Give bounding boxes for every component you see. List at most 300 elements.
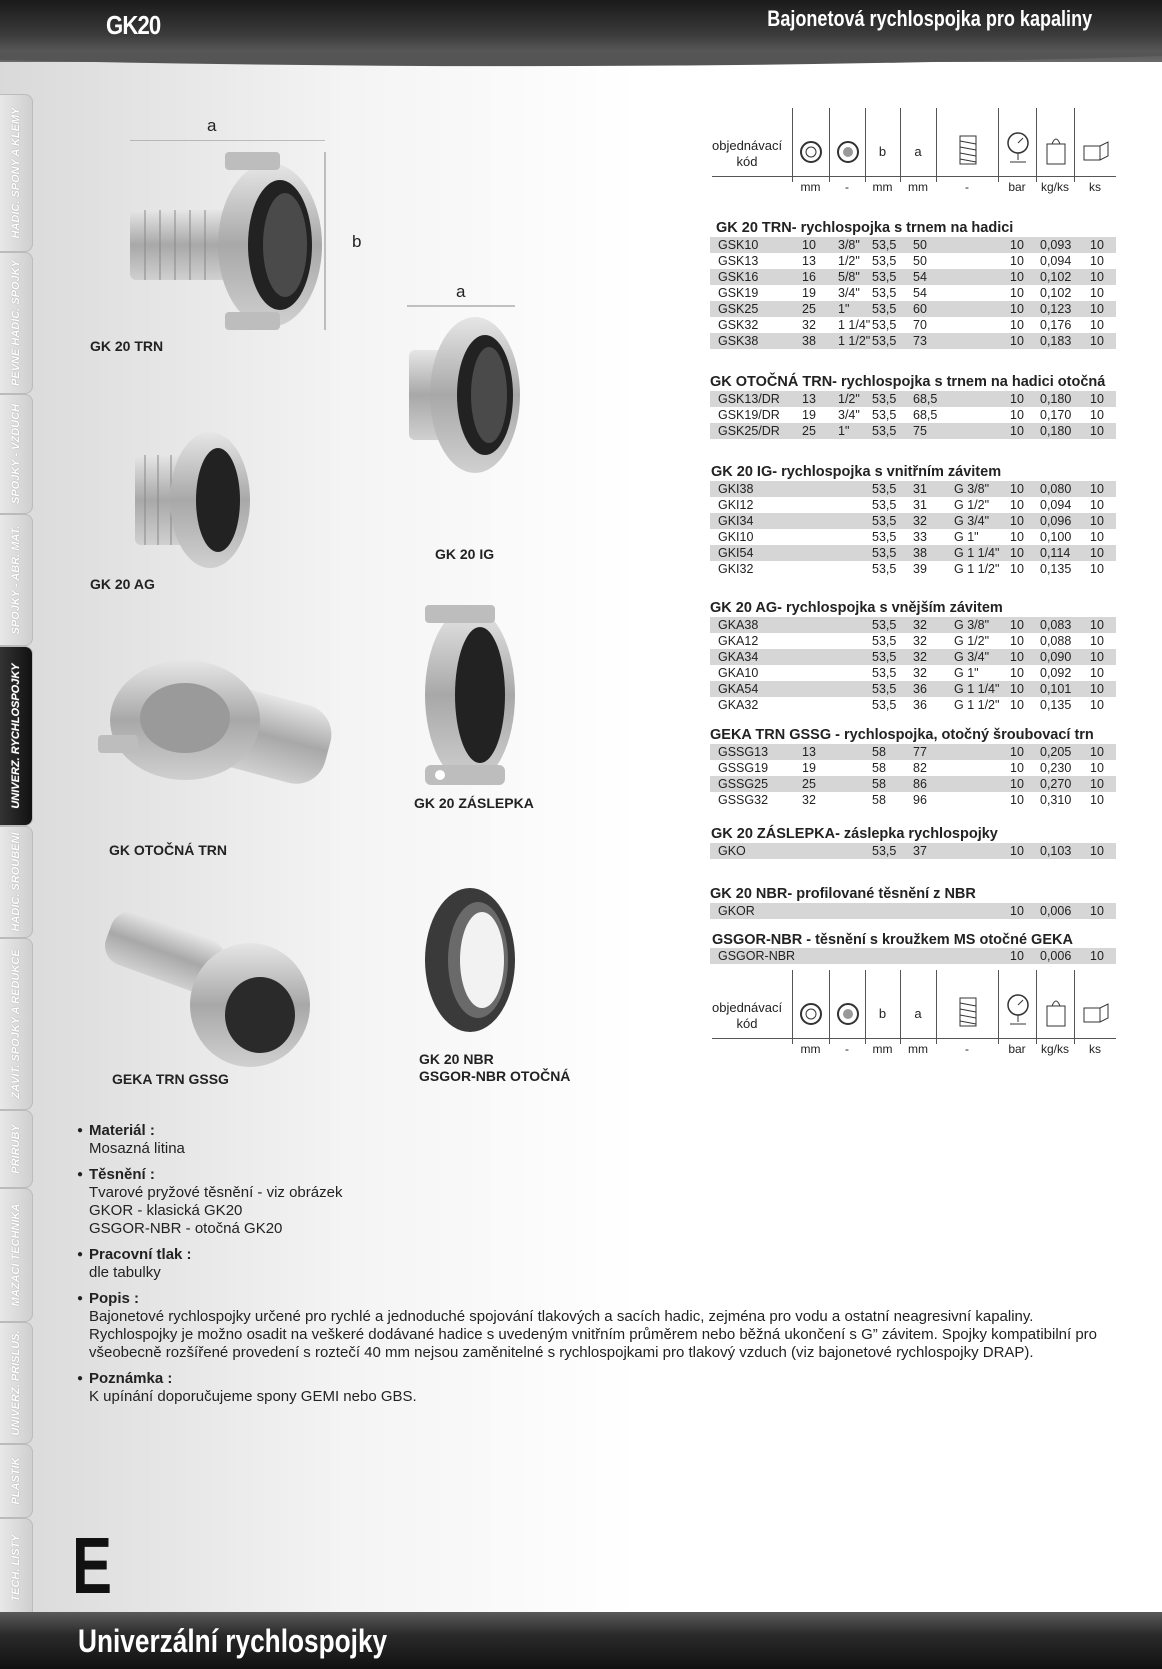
table-cell: GSSG32	[718, 793, 769, 807]
table-cell: 53,5	[872, 286, 897, 300]
table-cell: 32	[802, 793, 816, 807]
table-cell: 0,135	[1040, 698, 1072, 712]
table-cell: 58	[872, 761, 886, 775]
table-cell: 10	[1090, 498, 1104, 512]
table-cell: 54	[913, 286, 927, 300]
table-row	[710, 253, 1116, 269]
side-tab-pevne-spojky[interactable]: PEVNÉ HADIC. SPOJKY	[0, 252, 33, 394]
section-title: GK 20 AG- rychlospojka s vnějším závitem	[710, 600, 1003, 616]
table-cell: 10	[1090, 949, 1104, 963]
label-gk20-zaslepka: GK 20 ZÁSLEPKA	[414, 795, 534, 811]
side-tab-plastik[interactable]: PLASTIK	[0, 1444, 33, 1518]
col-b-label: b	[878, 144, 887, 159]
table-cell: GKI12	[718, 498, 754, 512]
table-cell: G 1"	[954, 530, 979, 544]
table-cell: 77	[913, 745, 927, 759]
table-row	[710, 333, 1116, 349]
table-cell: 10	[1090, 546, 1104, 560]
table-cell: GSSG25	[718, 777, 769, 791]
table-cell: 10	[1010, 424, 1024, 438]
table-cell: 0,102	[1040, 270, 1072, 284]
table-cell: 0,094	[1040, 498, 1072, 512]
table-row	[710, 665, 1116, 681]
gk20-trn-image	[120, 140, 350, 340]
table-cell: GSK25/DR	[718, 424, 780, 438]
table-cell: 53,5	[872, 424, 897, 438]
order-code-label-bottom: objednávací kód	[712, 1000, 783, 1031]
section-title: GK 20 IG- rychlospojka s vnitřním závitem	[711, 464, 1002, 480]
table-cell: 10	[1090, 844, 1104, 858]
table-cell: GKI34	[718, 514, 754, 528]
table-cell: 53,5	[872, 392, 897, 406]
inner-diameter-icon	[797, 138, 825, 166]
table-cell: 0,103	[1040, 844, 1072, 858]
table-cell: 10	[1010, 650, 1024, 664]
table-cell: 10	[1010, 286, 1024, 300]
table-cell: 53,5	[872, 698, 897, 712]
table-cell: 0,135	[1040, 562, 1072, 576]
table-cell: 0,006	[1040, 949, 1072, 963]
table-cell: 86	[913, 777, 927, 791]
table-cell: 10	[1090, 650, 1104, 664]
table-cell: 3/4"	[838, 408, 860, 422]
table-cell: 60	[913, 302, 927, 316]
table-cell: 5/8"	[838, 270, 860, 284]
table-cell: 10	[1090, 682, 1104, 696]
side-tab-univerz-rychlospojky[interactable]: UNIVERZ. RYCHLOSPOJKY	[0, 646, 33, 826]
table-cell: GSK19/DR	[718, 408, 780, 422]
table-cell: GSK32	[718, 318, 759, 332]
table-cell: 25	[802, 424, 816, 438]
table-cell: 38	[802, 334, 816, 348]
thread-icon	[957, 134, 979, 166]
table-cell: G 3/4"	[954, 650, 990, 664]
table-cell: 96	[913, 793, 927, 807]
table-cell: 53,5	[872, 634, 897, 648]
table-cell: 0,123	[1040, 302, 1072, 316]
table-cell: 10	[1010, 777, 1024, 791]
table-cell: 38	[913, 546, 927, 560]
table-cell: 19	[802, 286, 816, 300]
weight-icon	[1043, 132, 1069, 166]
table-cell: 10	[1090, 618, 1104, 632]
table-cell: 53,5	[872, 844, 897, 858]
table-cell: 53,5	[872, 408, 897, 422]
table-cell: 3/4"	[838, 286, 860, 300]
table-cell: 3/8"	[838, 238, 860, 252]
section-title: GK 20 NBR- profilované těsnění z NBR	[710, 886, 976, 902]
gk20-zaslepka-image	[420, 600, 530, 790]
table-row	[710, 423, 1116, 439]
table-cell: GKA32	[718, 698, 759, 712]
section-letter: E	[72, 1521, 113, 1610]
table-cell: 53,5	[872, 650, 897, 664]
table-cell: 32	[913, 514, 927, 528]
table-cell: 19	[802, 408, 816, 422]
table-row	[710, 744, 1116, 760]
table-cell: 10	[1090, 392, 1104, 406]
table-cell: G 1 1/2"	[954, 562, 1000, 576]
table-cell: 10	[802, 238, 816, 252]
table-cell: 53,5	[872, 530, 897, 544]
package-icon	[1080, 1000, 1112, 1026]
table-cell: 32	[802, 318, 816, 332]
table-cell: 32	[913, 666, 927, 680]
table-cell: G 3/8"	[954, 482, 990, 496]
table-cell: 58	[872, 745, 886, 759]
table-cell: 10	[1010, 302, 1024, 316]
thread-size-icon	[834, 138, 862, 166]
table-cell: GKI10	[718, 530, 754, 544]
table-cell: 10	[1090, 514, 1104, 528]
table-cell: 13	[802, 254, 816, 268]
table-cell: GSK10	[718, 238, 759, 252]
section-title: GSGOR-NBR - těsnění s kroužkem MS otočné GEKA	[712, 932, 1073, 948]
bullet-description: ● Popis : Bajonetové rychlospojky určené pro rychlé a jednoduché spojování tlakových a sacích hadic, zejména pro vodu a ostatní neagresivní kapaliny. Rychlospojky je možno osadit na veškeré dodávané hadice s uvedeným vnitřním průměrem nebo běžná ukončení s G” závitem. Spojky kompatibilní pro všeobecně rozšířené provedení s roztečí 40 mm nejsou zaměnitelné s rychlospojkami pro tlakový vzduch (viz bajonetové rychlospojky DRAP).	[77, 1290, 1117, 1362]
table-cell: 0,170	[1040, 408, 1072, 422]
pressure-gauge-icon	[1005, 130, 1031, 166]
side-tab-spojky-vzduch[interactable]: SPOJKY - VZDUCH	[0, 394, 33, 514]
label-gk20-nbr: GK 20 NBR	[419, 1051, 494, 1067]
table-row	[710, 317, 1116, 333]
dim-a-label-ig: a	[456, 282, 466, 301]
table-cell: 1"	[838, 424, 850, 438]
table-cell: 32	[913, 618, 927, 632]
pressure-gauge-icon	[1005, 992, 1031, 1028]
table-cell: 0,100	[1040, 530, 1072, 544]
table-cell: 53,5	[872, 254, 897, 268]
thread-size-icon	[834, 1000, 862, 1028]
table-cell: 37	[913, 844, 927, 858]
label-gk20-ag: GK 20 AG	[90, 576, 155, 592]
table-cell: 10	[1090, 302, 1104, 316]
table-cell: 10	[1010, 546, 1024, 560]
table-row	[710, 792, 1116, 808]
table-cell: GKA34	[718, 650, 759, 664]
table-cell: G 1 1/4"	[954, 546, 1000, 560]
table-cell: 10	[1090, 286, 1104, 300]
table-row	[710, 529, 1116, 545]
table-cell: 10	[1090, 408, 1104, 422]
table-cell: 10	[1010, 745, 1024, 759]
table-cell: 10	[1010, 666, 1024, 680]
table-cell: 1/2"	[838, 254, 860, 268]
table-cell: 1 1/2"	[838, 334, 871, 348]
table-cell: 10	[1010, 530, 1024, 544]
table-header-bottom: objednávací kód b a mm - mm mm - bar kg/ks ks	[712, 970, 1116, 1060]
table-cell: 10	[1010, 793, 1024, 807]
table-cell: GKA38	[718, 618, 759, 632]
geka-trn-gssg-image	[100, 905, 315, 1070]
table-cell: 53,5	[872, 270, 897, 284]
table-row	[710, 776, 1116, 792]
table-cell: 53,5	[872, 682, 897, 696]
table-cell: 10	[1010, 334, 1024, 348]
table-row	[710, 545, 1116, 561]
table-cell: 75	[913, 424, 927, 438]
table-cell: G 3/8"	[954, 618, 990, 632]
table-cell: G 1 1/2"	[954, 698, 1000, 712]
table-cell: 0,230	[1040, 761, 1072, 775]
table-row	[710, 497, 1116, 513]
side-tab-univerz-prislus[interactable]: UNIVERZ. PŘÍSLUŠ.	[0, 1322, 33, 1444]
table-row	[710, 617, 1116, 633]
table-cell: 10	[1090, 793, 1104, 807]
table-cell: G 1/2"	[954, 634, 990, 648]
table-cell: 53,5	[872, 498, 897, 512]
table-cell: 36	[913, 682, 927, 696]
label-gk-otocna-trn: GK OTOČNÁ TRN	[109, 842, 227, 858]
label-gk20-trn: GK 20 TRN	[90, 338, 164, 354]
table-cell: 10	[1010, 482, 1024, 496]
table-cell: 10	[1010, 634, 1024, 648]
table-row	[710, 903, 1116, 919]
side-tab-zavit-spojky[interactable]: ZÁVIT. SPOJKY A REDUKCE	[0, 938, 33, 1110]
table-cell: 10	[1010, 392, 1024, 406]
side-tab-hadic-spony[interactable]: HADIC. SPONY A KLEMY	[0, 94, 33, 252]
table-cell: 10	[1090, 318, 1104, 332]
table-cell: GKI38	[718, 482, 754, 496]
table-cell: 13	[802, 745, 816, 759]
table-cell: 10	[1090, 698, 1104, 712]
table-cell: 53,5	[872, 618, 897, 632]
table-cell: 10	[1090, 562, 1104, 576]
table-cell: 10	[1090, 270, 1104, 284]
side-tab-spojky-abr[interactable]: SPOJKY - ABR. MAT.	[0, 514, 33, 646]
gk20-nbr-image	[420, 885, 520, 1035]
table-cell: 0,092	[1040, 666, 1072, 680]
table-cell: 53,5	[872, 238, 897, 252]
table-cell: GKI54	[718, 546, 754, 560]
table-cell: 16	[802, 270, 816, 284]
table-cell: 10	[1010, 254, 1024, 268]
table-cell: 32	[913, 650, 927, 664]
col-a-label: a	[914, 144, 922, 159]
table-cell: 10	[1090, 777, 1104, 791]
table-cell: 10	[1010, 514, 1024, 528]
table-cell: 36	[913, 698, 927, 712]
bullet-material: ● Materiál : Mosazná litina	[77, 1122, 1117, 1158]
side-tab-hadic-sroubeni[interactable]: HADIC. ŠROUBENÍ	[0, 826, 33, 938]
weight-icon	[1043, 994, 1069, 1028]
table-cell: 10	[1090, 334, 1104, 348]
table-cell: 68,5	[913, 408, 938, 422]
table-cell: 0,102	[1040, 286, 1072, 300]
bullet-note: ● Poznámka : K upínání doporučujeme spony GEMI nebo GBS.	[77, 1370, 1117, 1406]
table-cell: 10	[1090, 761, 1104, 775]
table-cell: GSK16	[718, 270, 759, 284]
table-cell: 53,5	[872, 562, 897, 576]
package-icon	[1080, 138, 1112, 164]
table-cell: G 3/4"	[954, 514, 990, 528]
table-cell: 50	[913, 238, 927, 252]
table-cell: 10	[1090, 745, 1104, 759]
table-cell: GKA12	[718, 634, 759, 648]
table-cell: GKA10	[718, 666, 759, 680]
header-title: Bajonetová rychlospojka pro kapaliny	[767, 6, 1092, 31]
table-cell: G 1"	[954, 666, 979, 680]
table-cell: 10	[1090, 254, 1104, 268]
table-cell: G 1/2"	[954, 498, 990, 512]
table-cell: 10	[1010, 498, 1024, 512]
table-cell: 53,5	[872, 546, 897, 560]
table-cell: 10	[1090, 530, 1104, 544]
table-cell: 0,310	[1040, 793, 1072, 807]
table-cell: 53,5	[872, 334, 897, 348]
table-cell: 0,114	[1040, 546, 1071, 560]
table-cell: 10	[1090, 424, 1104, 438]
table-cell: 31	[913, 498, 927, 512]
table-cell: 1 1/4"	[838, 318, 871, 332]
table-cell: 0,205	[1040, 745, 1072, 759]
side-tab-mazaci-technika[interactable]: MAZACÍ TECHNIKA	[0, 1188, 33, 1322]
table-row	[710, 843, 1116, 859]
table-row	[710, 481, 1116, 497]
table-cell: G 1 1/4"	[954, 682, 1000, 696]
table-cell: 39	[913, 562, 927, 576]
header-curve	[0, 52, 1162, 72]
table-row	[710, 948, 1116, 964]
table-cell: 13	[802, 392, 816, 406]
side-tab-tech-listy[interactable]: TECH. LISTY	[0, 1518, 33, 1618]
inner-diameter-icon	[797, 1000, 825, 1028]
table-cell: GSSG13	[718, 745, 769, 759]
section-title: GK 20 ZÁSLEPKA- záslepka rychlospojky	[711, 826, 998, 842]
table-cell: 33	[913, 530, 927, 544]
table-cell: 0,006	[1040, 904, 1072, 918]
table-cell: 0,101	[1040, 682, 1072, 696]
table-cell: 10	[1010, 682, 1024, 696]
table-cell: 10	[1010, 562, 1024, 576]
dim-b-label: b	[352, 232, 362, 251]
table-cell: 0,270	[1040, 777, 1072, 791]
table-cell: 10	[1010, 318, 1024, 332]
table-cell: 1"	[838, 302, 850, 316]
table-row	[710, 760, 1116, 776]
table-cell: 0,088	[1040, 634, 1072, 648]
table-cell: 1/2"	[838, 392, 860, 406]
table-cell: 32	[913, 634, 927, 648]
table-row	[710, 681, 1116, 697]
order-code-label: objednávací kód	[712, 138, 783, 169]
table-cell: 10	[1090, 666, 1104, 680]
table-cell: GKA54	[718, 682, 759, 696]
table-cell: 0,093	[1040, 238, 1072, 252]
table-cell: 50	[913, 254, 927, 268]
table-header-top: objednávací kód b a mm - mm mm - bar kg/ks ks	[712, 108, 1116, 198]
table-cell: 0,090	[1040, 650, 1072, 664]
table-cell: 73	[913, 334, 927, 348]
table-cell: GKOR	[718, 904, 755, 918]
thread-icon	[957, 996, 979, 1028]
gk20-ag-image	[130, 430, 260, 570]
table-cell: 10	[1090, 238, 1104, 252]
table-cell: GSGOR-NBR	[718, 949, 796, 963]
table-row	[710, 697, 1116, 713]
side-tab-priruby[interactable]: PŘÍRUBY	[0, 1110, 33, 1188]
label-geka-trn-gssg: GEKA TRN GSSG	[112, 1071, 229, 1087]
table-cell: 0,180	[1040, 424, 1072, 438]
table-cell: GSK13/DR	[718, 392, 780, 406]
table-cell: 53,5	[872, 666, 897, 680]
table-cell: 10	[1010, 238, 1024, 252]
table-cell: 58	[872, 777, 886, 791]
section-title: GEKA TRN GSSG - rychlospojka, otočný šroubovací trn	[710, 727, 1094, 743]
table-cell: 10	[1090, 482, 1104, 496]
table-cell: 31	[913, 482, 927, 496]
table-cell: 10	[1010, 270, 1024, 284]
table-cell: 10	[1090, 634, 1104, 648]
table-cell: 0,180	[1040, 392, 1072, 406]
gk-otocna-trn-image	[90, 640, 340, 810]
table-cell: 0,094	[1040, 254, 1072, 268]
table-cell: 10	[1010, 949, 1024, 963]
table-cell: GSK19	[718, 286, 759, 300]
table-cell: 54	[913, 270, 927, 284]
table-cell: 70	[913, 318, 927, 332]
table-cell: GSK38	[718, 334, 759, 348]
table-row	[710, 407, 1116, 423]
table-row	[710, 649, 1116, 665]
footer-title: Univerzální rychlospojky	[78, 1623, 388, 1659]
table-cell: 82	[913, 761, 927, 775]
table-cell: 0,183	[1040, 334, 1072, 348]
table-cell: 19	[802, 761, 816, 775]
table-cell: 53,5	[872, 482, 897, 496]
header-code: GK20	[106, 10, 161, 40]
table-cell: 53,5	[872, 514, 897, 528]
table-row	[710, 285, 1116, 301]
gk20-ig-image	[405, 300, 530, 475]
table-cell: 10	[1010, 904, 1024, 918]
table-cell: GSK25	[718, 302, 759, 316]
table-cell: 58	[872, 793, 886, 807]
table-row	[710, 561, 1116, 577]
table-cell: 53,5	[872, 318, 897, 332]
table-cell: 0,080	[1040, 482, 1072, 496]
table-row	[710, 237, 1116, 253]
table-row	[710, 301, 1116, 317]
table-cell: 10	[1010, 761, 1024, 775]
table-cell: GSSG19	[718, 761, 769, 775]
table-cell: 68,5	[913, 392, 938, 406]
table-cell: 0,176	[1040, 318, 1072, 332]
table-cell: 0,096	[1040, 514, 1072, 528]
label-gk20-ig: GK 20 IG	[435, 546, 495, 562]
dim-a-label: a	[207, 116, 217, 135]
table-cell: GKO	[718, 844, 746, 858]
table-cell: 25	[802, 302, 816, 316]
section-title: GK 20 TRN- rychlospojka s trnem na hadici	[716, 220, 1014, 236]
table-row	[710, 269, 1116, 285]
table-row	[710, 391, 1116, 407]
product-description	[77, 1122, 1117, 1414]
table-row	[710, 513, 1116, 529]
table-cell: 25	[802, 777, 816, 791]
table-cell: GSK13	[718, 254, 759, 268]
table-cell: 10	[1010, 698, 1024, 712]
table-cell: 10	[1010, 408, 1024, 422]
bullet-pressure: ● Pracovní tlak : dle tabulky	[77, 1246, 1117, 1282]
section-title: GK OTOČNÁ TRN- rychlospojka s trnem na hadici otočná	[710, 374, 1106, 390]
table-cell: 0,083	[1040, 618, 1072, 632]
table-cell: GKI32	[718, 562, 754, 576]
table-cell: 53,5	[872, 302, 897, 316]
table-row	[710, 633, 1116, 649]
label-gsgor-nbr-otocna: GSGOR-NBR OTOČNÁ	[419, 1068, 571, 1084]
table-cell: 10	[1010, 618, 1024, 632]
table-cell: 10	[1090, 904, 1104, 918]
